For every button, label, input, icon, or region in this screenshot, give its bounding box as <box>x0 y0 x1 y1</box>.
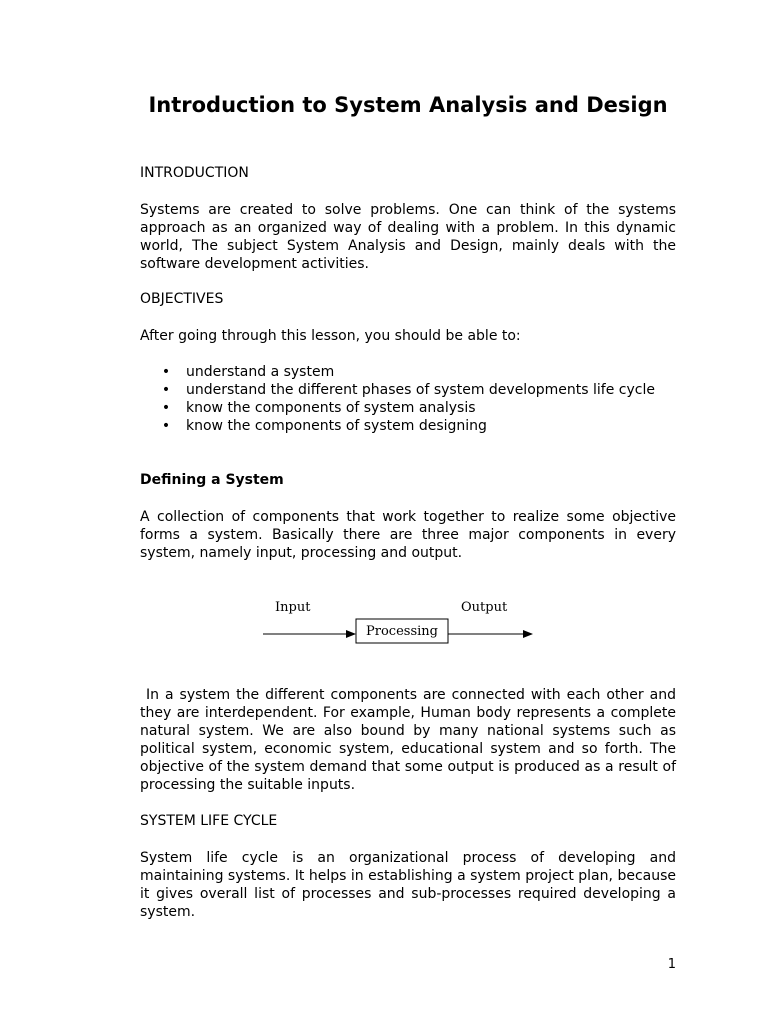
system-components-paragraph: In a system the different components are connected with each other and they are interdependent. For example, Human body represents a complete natural system. We are also bound by many national systems such as political system, economic system, educational system and so forth. The objective of the system demand that some output is produced as a result of processing the suitable inputs. <box>140 687 681 793</box>
list-item-text: understand the different phases of system developments life cycle <box>186 382 655 398</box>
life-cycle-heading: SYSTEM LIFE CYCLE <box>140 813 278 829</box>
bullet-icon: • <box>161 418 171 434</box>
list-item <box>140 417 676 435</box>
list-item-text: know the components of system analysis <box>186 400 476 416</box>
introduction-heading: INTRODUCTION <box>140 165 249 181</box>
document-title: Introduction to System Analysis and Design <box>148 93 668 117</box>
bullet-icon: • <box>161 382 171 398</box>
diagram-input-label: Input <box>275 600 311 615</box>
list-item-text: understand a system <box>186 364 335 380</box>
objectives-heading: OBJECTIVES <box>140 291 224 307</box>
objectives-list <box>140 363 676 435</box>
defining-system-paragraph: A collection of components that work together to realize some objective forms a system. Basically there are three major components in every system, namely input, processing and output. <box>140 509 676 561</box>
defining-system-heading: Defining a System <box>140 472 284 488</box>
page-number: 1 <box>667 957 676 972</box>
diagram-process-label: Processing <box>366 624 438 639</box>
list-item <box>140 363 676 381</box>
list-item <box>140 381 676 399</box>
bullet-icon: • <box>161 364 171 380</box>
bullet-icon: • <box>161 400 171 416</box>
objectives-intro: After going through this lesson, you should be able to: <box>140 328 521 344</box>
life-cycle-paragraph: System life cycle is an organizational process of developing and maintaining systems. It helps in establishing a system project plan, because it gives overall list of processes and sub-processes required developing a system. <box>140 850 676 920</box>
diagram-output-label: Output <box>461 600 508 615</box>
system-diagram <box>255 592 545 652</box>
list-item <box>140 399 676 417</box>
list-item-text: know the components of system designing <box>186 418 487 434</box>
introduction-paragraph: Systems are created to solve problems. One can think of the systems approach as an organized way of dealing with a problem. In this dynamic world, The subject System Analysis and Design, mainly deals with the software development activities. <box>140 202 676 272</box>
